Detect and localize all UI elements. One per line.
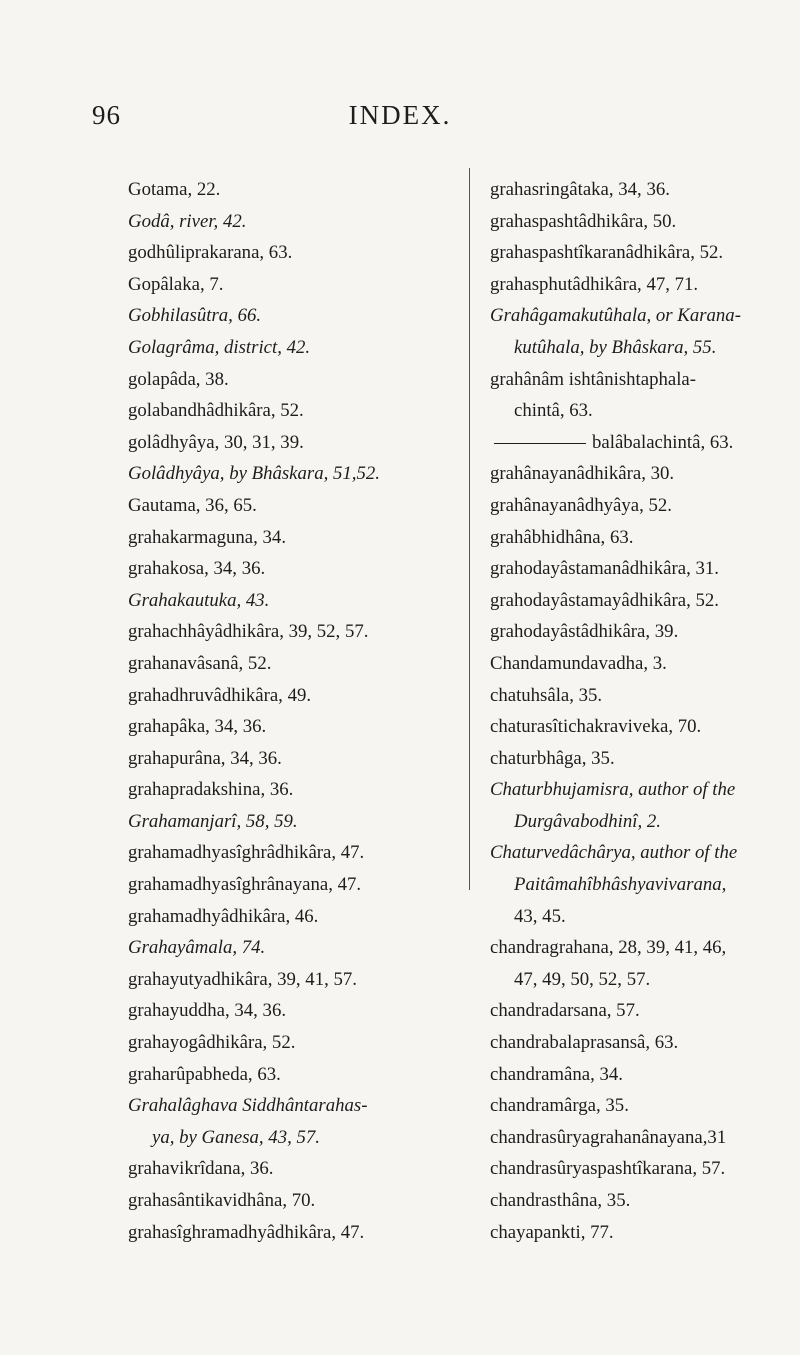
index-entry-text: grahodayâstamayâdhikâra, 52. [490, 589, 719, 611]
index-entry-text: godhûliprakarana, 63. [128, 242, 293, 264]
index-entry [490, 901, 790, 933]
index-entry [490, 458, 790, 490]
index-entry-text: grahapradakshina, 36. [128, 779, 294, 801]
index-entry [128, 1122, 458, 1154]
index-entry [128, 174, 458, 206]
index-entry [490, 585, 790, 617]
index-entry-text: golapâda, 38. [128, 368, 229, 390]
index-column-left [128, 174, 458, 1248]
index-entry [128, 364, 458, 396]
index-entry-text: ya, by Ganesa, 43, 57. [152, 1126, 320, 1148]
ditto-dash [494, 443, 586, 444]
index-entry [128, 1185, 458, 1217]
index-entry-text: grahaspashtîkaranâdhikâra, 52. [490, 242, 724, 264]
index-entry [128, 490, 458, 522]
index-entry [490, 395, 790, 427]
index-entry [128, 585, 458, 617]
index-entry-text: grahamadhyâdhikâra, 46. [128, 905, 319, 927]
index-entry-text: grahakarmaguna, 34. [128, 526, 287, 548]
column-divider [469, 168, 470, 890]
index-entry-text: grahânayanâdhyâya, 52. [490, 494, 672, 516]
index-entry [490, 995, 790, 1027]
index-entry [128, 1217, 458, 1249]
index-entry-text: grahavikrîdana, 36. [128, 1158, 274, 1180]
index-entry [128, 522, 458, 554]
index-entry [490, 553, 790, 585]
index-entry [128, 901, 458, 933]
index-entry [128, 616, 458, 648]
index-entry-text: grahânâm ishtânishtaphala- [490, 368, 696, 390]
index-entry-text: grahapurâna, 34, 36. [128, 747, 282, 769]
index-entry-text: graharûpabheda, 63. [128, 1063, 281, 1085]
index-entry [490, 869, 790, 901]
index-entry [128, 932, 458, 964]
index-entry-text: Gautama, 36, 65. [128, 494, 257, 516]
index-entry-text: Durgâvabodhinî, 2. [514, 810, 661, 832]
index-entry-text: Chaturvedâchârya, author of the [490, 842, 738, 864]
index-entry [128, 774, 458, 806]
index-entry [490, 837, 790, 869]
index-entry [490, 1185, 790, 1217]
index-entry-text: grahadhruvâdhikâra, 49. [128, 684, 312, 706]
index-entry [490, 616, 790, 648]
index-entry [490, 237, 790, 269]
index-entry [490, 1122, 790, 1154]
index-entry [128, 1153, 458, 1185]
index-entry-text: Grahakautuka, 43. [128, 589, 270, 611]
index-entry [490, 774, 790, 806]
index-entry-text: grahayuddha, 34, 36. [128, 1000, 287, 1022]
index-entry [490, 680, 790, 712]
index-entry-text: chaturbhâga, 35. [490, 747, 615, 769]
index-entry-text: Grahamanjarî, 58, 59. [128, 810, 298, 832]
index-entry [128, 711, 458, 743]
index-entry-text: chaturasîtichakraviveka, 70. [490, 716, 702, 738]
running-title: INDEX. [348, 100, 452, 130]
page-number: 96 [92, 100, 121, 130]
index-entry-text: Gopâlaka, 7. [128, 273, 224, 295]
index-entry [128, 332, 458, 364]
index-entry-text: kutûhala, by Bhâskara, 55. [514, 336, 717, 358]
index-entry-text: grahânayanâdhikâra, 30. [490, 463, 675, 485]
index-entry-text: Golagrâma, district, 42. [128, 336, 311, 358]
index-entry [128, 837, 458, 869]
index-entry [128, 1090, 458, 1122]
index-entry-text: grahanavâsanâ, 52. [128, 652, 272, 674]
index-entry-text: grahasringâtaka, 34, 36. [490, 179, 670, 200]
index-entry-text: chandrasûryagrahanânayana,31 [490, 1126, 727, 1148]
index-entry [490, 711, 790, 743]
index-entry-text: Chaturbhujamisra, author of the [490, 779, 736, 801]
index-entry [128, 869, 458, 901]
index-entry [490, 806, 790, 838]
index-entry [128, 806, 458, 838]
index-entry-text: Grahalâghava Siddhântarahas- [128, 1095, 368, 1117]
index-entry-text: chandragrahana, 28, 39, 41, 46, [490, 937, 727, 959]
index-entry [128, 395, 458, 427]
index-entry [128, 995, 458, 1027]
index-entry [128, 427, 458, 459]
index-entry [128, 300, 458, 332]
index-entry-text: chandrabalaprasansâ, 63. [490, 1032, 679, 1054]
index-entry-text: grahâbhidhâna, 63. [490, 526, 634, 548]
index-entry-text: chandramâna, 34. [490, 1063, 623, 1085]
index-entry [490, 648, 790, 680]
index-entry [490, 332, 790, 364]
index-entry-text: grahasântikavidhâna, 70. [128, 1190, 316, 1211]
index-entry [490, 1217, 790, 1249]
index-entry [128, 206, 458, 238]
index-entry-text: Golâdhyâya, by Bhâskara, 51,52. [128, 463, 380, 485]
index-entry-text: grahodayâstâdhikâra, 39. [490, 621, 679, 643]
index-entry-text: grahayutyadhikâra, 39, 41, 57. [128, 968, 357, 990]
index-entry-text: golâdhyâya, 30, 31, 39. [128, 431, 304, 453]
index-entry [490, 364, 790, 396]
index-entry [128, 964, 458, 996]
index-entry [128, 1027, 458, 1059]
index-entry [490, 206, 790, 238]
index-entry-text: Grahâgamakutûhala, or Karana- [490, 305, 741, 327]
index-entry-text: chatuhsâla, 35. [490, 684, 603, 706]
index-entry [128, 680, 458, 712]
index-entry-text: Gotama, 22. [128, 179, 221, 200]
index-entry-text: chandrasûryaspashtîkarana, 57. [490, 1158, 726, 1180]
index-entry [490, 1090, 790, 1122]
index-entry [490, 300, 790, 332]
index-entry-text: chayapankti, 77. [490, 1221, 614, 1243]
index-entry-text: grahayogâdhikâra, 52. [128, 1032, 296, 1054]
index-entry-text: 43, 45. [514, 905, 566, 927]
index-entry [490, 269, 790, 301]
index-entry-text: grahasîghramadhyâdhikâra, 47. [128, 1221, 365, 1243]
index-entry-text: balâbalachintâ, 63. [592, 431, 734, 453]
index-entry-text: grahodayâstamanâdhikâra, 31. [490, 558, 719, 580]
index-entry-text: chandrasthâna, 35. [490, 1190, 631, 1211]
index-entry-text: Grahayâmala, 74. [128, 937, 266, 959]
index-entry-text: grahamadhyasîghrâdhikâra, 47. [128, 842, 365, 864]
index-entry-text: grahakosa, 34, 36. [128, 558, 266, 580]
index-entry [490, 427, 790, 459]
index-entry-text: 47, 49, 50, 52, 57. [514, 968, 651, 990]
index-entry-text: Godâ, river, 42. [128, 210, 247, 232]
index-entry [490, 174, 790, 206]
index-entry [490, 743, 790, 775]
index-entry [490, 1153, 790, 1185]
index-entry [490, 1059, 790, 1091]
index-entry-text: grahamadhyasîghrânayana, 47. [128, 874, 362, 896]
index-entry [490, 964, 790, 996]
index-entry [128, 648, 458, 680]
index-entry [128, 237, 458, 269]
index-entry [490, 1027, 790, 1059]
index-entry-text: Gobhilasûtra, 66. [128, 305, 262, 327]
index-entry-text: chandradarsana, 57. [490, 1000, 640, 1022]
index-entry-text: golabandhâdhikâra, 52. [128, 400, 304, 422]
index-entry-text: chintâ, 63. [514, 400, 593, 422]
index-entry [490, 522, 790, 554]
index-entry [490, 932, 790, 964]
index-entry-text: grahasphutâdhikâra, 47, 71. [490, 273, 699, 295]
index-column-right [490, 174, 790, 1248]
index-entry-text: Chandamundavadha, 3. [490, 652, 667, 674]
index-entry-text: chandramârga, 35. [490, 1095, 629, 1117]
index-entry [128, 743, 458, 775]
index-entry [128, 458, 458, 490]
index-entry-text: grahaspashtâdhikâra, 50. [490, 210, 677, 232]
index-entry [490, 490, 790, 522]
index-entry [128, 553, 458, 585]
index-entry-text: grahapâka, 34, 36. [128, 716, 267, 738]
index-entry [128, 1059, 458, 1091]
index-entry-text: grahachhâyâdhikâra, 39, 52, 57. [128, 621, 369, 643]
index-entry-text: Paitâmahîbhâshyavivarana, [514, 874, 727, 896]
index-entry [128, 269, 458, 301]
